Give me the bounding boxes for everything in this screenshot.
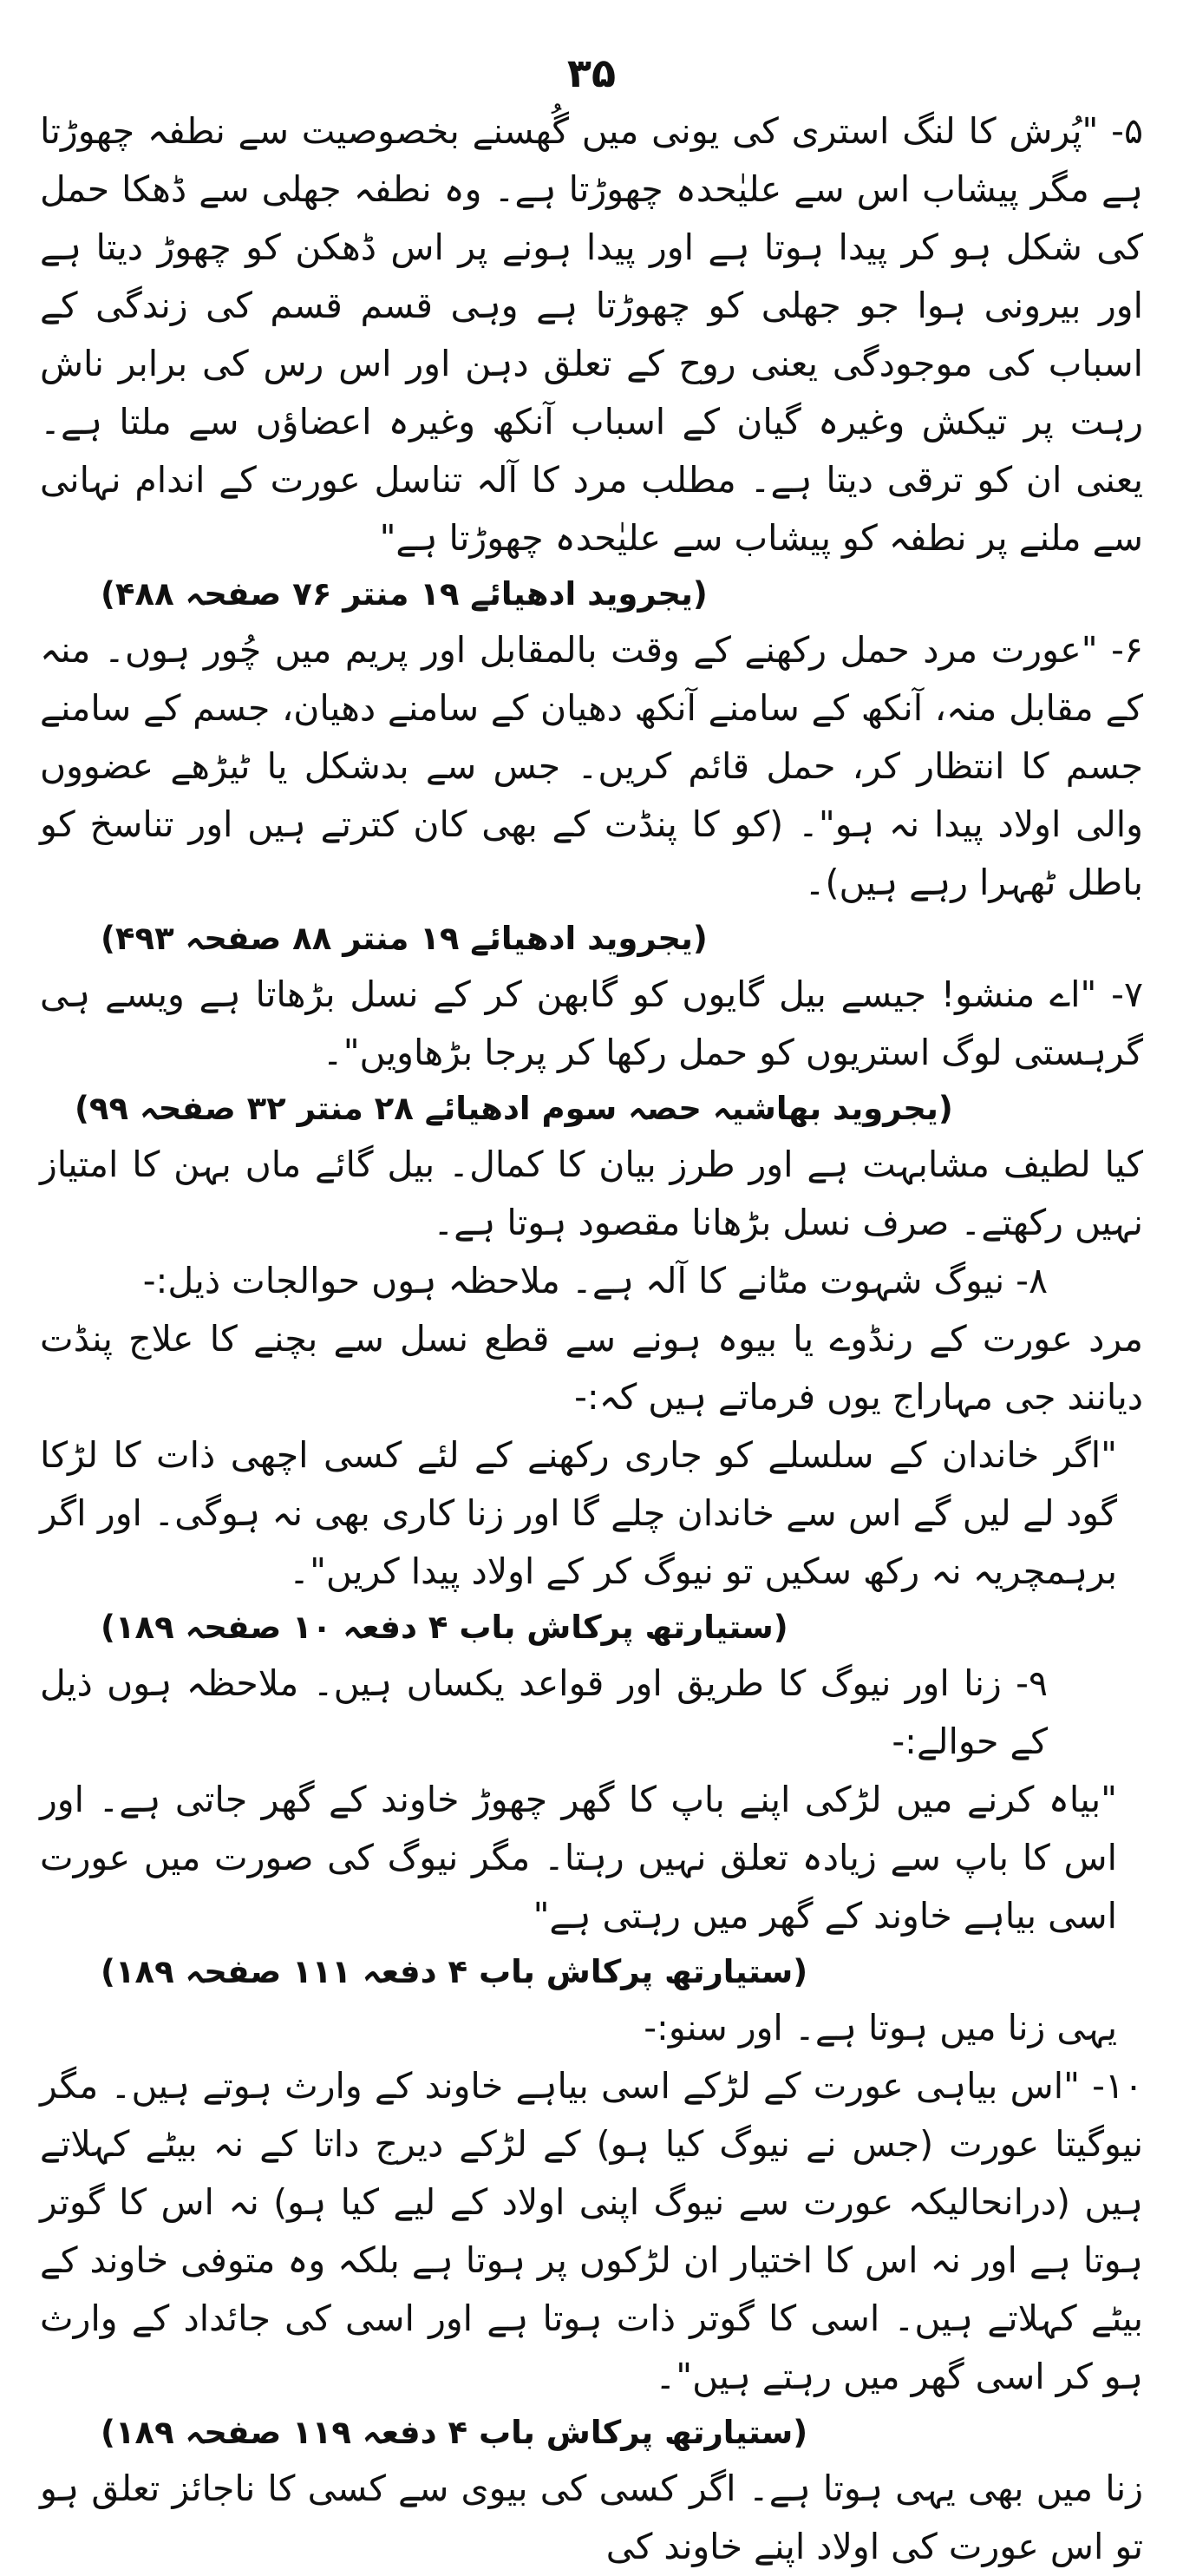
reference-10: (ستیارتھ پرکاش باب ۴ دفعہ ۱۱۹ صفحہ ۱۸۹)	[101, 2414, 808, 2451]
paragraph-8-intro: مرد عورت کے رنڈوے یا بیوہ ہونے سے قطع نسل سے بچنے کا علاج پنڈت دیانند جی مہاراج یوں فرماتے ہیں کہ:-	[40, 1318, 1143, 1418]
reference-7: (یجروید بھاشیہ حصہ سوم ادھیائے ۲۸ منتر ۳۲ صفحہ ۹۹)	[75, 1090, 953, 1127]
reference-8: (ستیارتھ پرکاش باب ۴ دفعہ ۱۰ صفحہ ۱۸۹)	[101, 1609, 788, 1646]
paragraph-6: ۶- "عورت مرد حمل رکھنے کے وقت بالمقابل اور پریم میں چُور ہوں۔ منہ کے مقابل منہ، آنکھ کے سامنے آنکھ دھیان کے سامنے دھیان، جسم کے سامنے جسم کا انتظار کر، حمل قائم کریں۔ جس سے بدشکل یا ٹیڑھے عضووں والی اولاد پیدا نہ ہو"۔ (کو کا پنڈت کے بھی کان کترتے ہیں اور تناسخ کو باطل ٹھہرا رہے ہیں)۔	[40, 629, 1143, 903]
paragraph-10: ۱۰- "اس بیاہی عورت کے لڑکے اسی بیاہے خاوند کے وارث ہوتے ہیں۔ مگر نیوگیتا عورت (جس نے نیوگ کیا ہو) کے لڑکے دیرج داتا کے نہ بیٹے کہلاتے ہیں (درانحالیکہ عورت سے نیوگ اپنی اولاد کے لیے کیا ہو) نہ اس کا گوتر ہوتا ہے اور نہ اس کا اختیار ان لڑکوں پر ہوتا ہے بلکہ وہ متوفی خاوند کے بیٹے کہلاتے ہیں۔ اسی کا گوتر ذات ہوتا ہے اور اسی کی جائداد کے وارث ہو کر اسی گھر میں رہتے ہیں"۔	[40, 2065, 1143, 2397]
paragraph-10-comment: زنا میں بھی یہی ہوتا ہے۔ اگر کسی کی بیوی سے کسی کا ناجائز تعلق ہو تو اس عورت کی اولاد اپنے خاوند کی	[40, 2468, 1143, 2567]
reference-5: (یجروید ادھیائے ۱۹ منتر ۷۶ صفحہ ۴۸۸)	[101, 575, 708, 613]
reference-6: (یجروید ادھیائے ۱۹ منتر ۸۸ صفحہ ۴۹۳)	[101, 920, 708, 957]
paragraph-9: ۹- زنا اور نیوگ کا طریق اور قواعد یکساں ہیں۔ ملاحظہ ہوں ذیل کے حوالے:-	[40, 1662, 1048, 1762]
paragraph-5: ۵- "پُرش کا لنگ استری کی یونی میں گُھسنے بخصوصیت سے نطفہ چھوڑتا ہے مگر پیشاب اس سے علیٰحدہ چھوڑتا ہے۔ وہ نطفہ جھلی سے ڈھکا حمل کی شکل ہو کر پیدا ہوتا ہے اور پیدا ہونے پر اس ڈھکن کو چھوڑ دیتا ہے اور بیرونی ہوا جو جھلی کو چھوڑتا ہے وہی قسم قسم کی زندگی کے اسباب کی موجودگی یعنی روح کے تعلق دہن اور اس رس کی برابر ناش رہت پر تیکش وغیرہ گیان کے اسباب آنکھ وغیرہ اعضاؤں سے ملتا ہے۔ یعنی ان کو ترقی دیتا ہے۔ مطلب مرد کا آلہ تناسل عورت کے اندام نہانی سے ملنے پر نطفہ کو پیشاب سے علیٰحدہ چھوڑتا ہے"	[40, 110, 1143, 559]
paragraph-7-comment: کیا لطیف مشابہت ہے اور طرز بیان کا کمال۔ بیل گائے ماں بہن کا امتیاز نہیں رکھتے۔ صرف نسل بڑھانا مقصود ہوتا ہے۔	[40, 1144, 1143, 1243]
body-text	[40, 102, 1143, 2576]
paragraph-7: ۷- "اے منشو! جیسے بیل گایوں کو گابھن کر کے نسل بڑھاتا ہے ویسے ہی گرہستی لوگ استریوں کو حمل رکھا کر پرجا بڑھاویں"۔	[40, 973, 1143, 1073]
paragraph-8-quote: "اگر خاندان کے سلسلے کو جاری رکھنے کے لئے کسی اچھی ذات کا لڑکا گود لے لیں گے اس سے خاندان چلے گا اور زنا کاری بھی نہ ہوگی۔ اور اگر برہمچریہ نہ رکھ سکیں تو نیوگ کر کے اولاد پیدا کریں"۔	[40, 1434, 1117, 1592]
paragraph-8: ۸- نیوگ شہوت مٹانے کا آلہ ہے۔ ملاحظہ ہوں حوالجات ذیل:-	[142, 1260, 1048, 1301]
reference-9: (ستیارتھ پرکاش باب ۴ دفعہ ۱۱۱ صفحہ ۱۸۹)	[101, 1953, 808, 1990]
paragraph-9-quote: "بیاہ کرنے میں لڑکی اپنے باپ کا گھر چھوڑ خاوند کے گھر جاتی ہے۔ اور اس کا باپ سے زیادہ تعلق نہیں رہتا۔ مگر نیوگ کی صورت میں عورت اسی بیاہے خاوند کے گھر میں رہتی ہے"	[40, 1779, 1117, 1937]
page-number: ۳۵	[566, 49, 617, 96]
paragraph-9-comment: یہی زنا میں ہوتا ہے۔ اور سنو:-	[644, 2007, 1117, 2048]
